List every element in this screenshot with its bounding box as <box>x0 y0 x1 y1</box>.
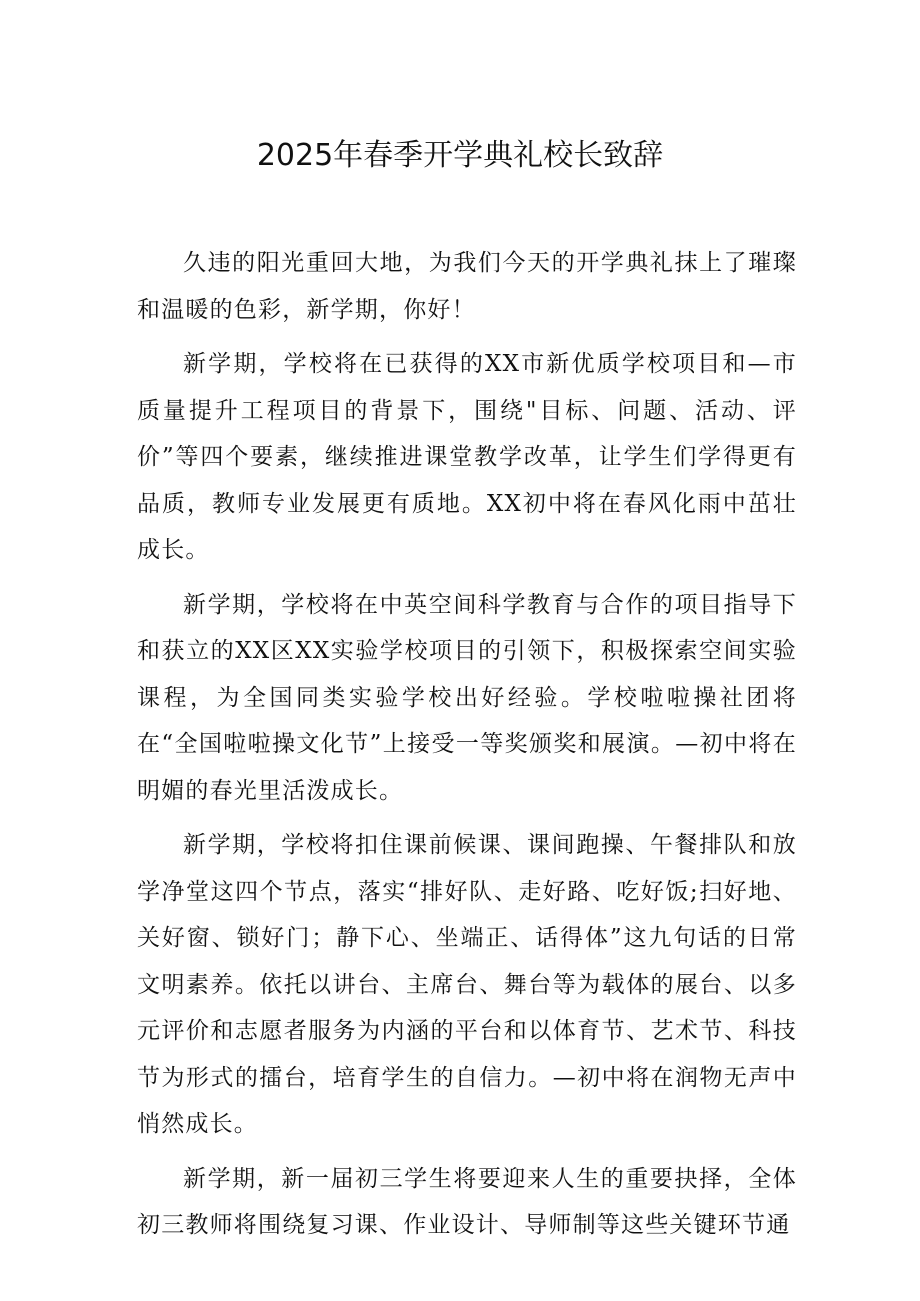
paragraph-4: 新学期，学校将扣住课前候课、课间跑操、午餐排队和放学净堂这四个节点，落实“排好队、走好路、吃好饭;扫好地、关好窗、锁好门；静下心、坐端正、话得体”这九句话的日常文明素养。依托以讲台、主席台、舞台等为载体的展台、以多元评价和志愿者服务为内涵的平台和以体育节、艺术节、科技节为形式的擂台，培育学生的自信力。—初中将在润物无声中悄然成长。 <box>137 832 797 1137</box>
paragraph-2: 新学期，学校将在已获得的XX市新优质学校项目和—市质量提升工程项目的背景下，围绕"目标、问题、活动、评价”等四个要素，继续推进课堂教学改革，让学生们学得更有品质，教师专业发展更有质地。XX初中将在春风化雨中茁壮成长。 <box>137 351 797 563</box>
paragraph-5: 新学期，新一届初三学生将要迎来人生的重要抉择，全体初三教师将围绕复习课、作业设计、导师制等这些关键环节通 <box>137 1165 797 1238</box>
document-title: 2025年春季开学典礼校长致辞 <box>256 138 664 173</box>
paragraph-3: 新学期，学校将在中英空间科学教育与合作的项目指导下和获立的XX区XX实验学校项目的引领下，积极探索空间实验课程，为全国同类实验学校出好经验。学校啦啦操社团将在“全国啦啦操文化节”上接受一等奖颁奖和展演。—初中将在明媚的春光里活泼成长。 <box>137 591 797 804</box>
paragraph-1: 久违的阳光重回大地，为我们今天的开学典礼抹上了璀璨和温暖的色彩，新学期，你好！ <box>137 250 797 323</box>
document-body <box>137 240 797 1249</box>
